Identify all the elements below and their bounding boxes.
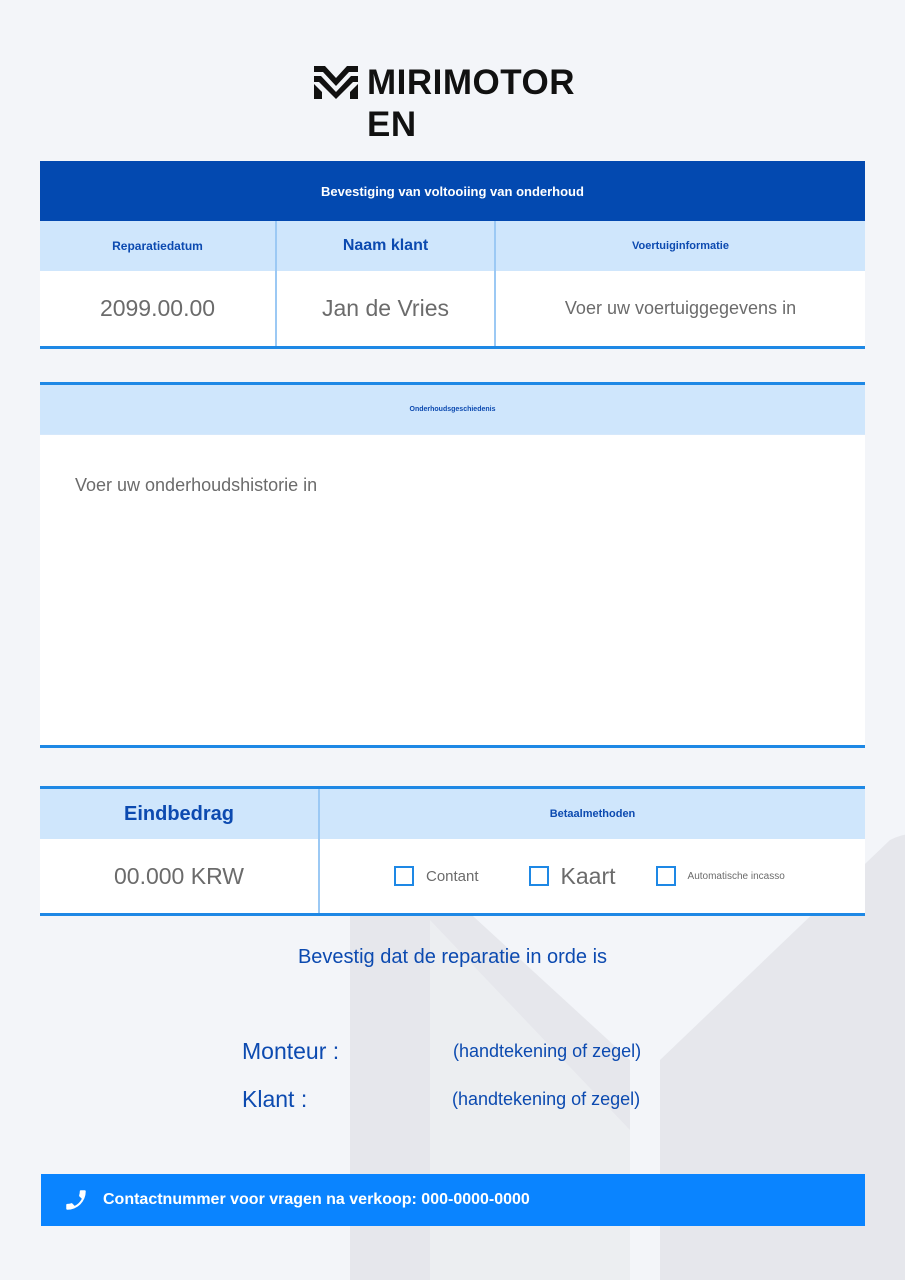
vehicle-info-header: Voertuiginformatie	[496, 221, 865, 271]
checkbox-cash[interactable]	[394, 866, 414, 886]
payment-methods	[320, 839, 865, 913]
repair-date-field[interactable]: 2099.00.00	[40, 271, 277, 346]
payment-option-direct-debit[interactable]	[656, 866, 785, 886]
brand-name: MIRIMOTOREN	[367, 63, 576, 144]
payment-section	[40, 786, 865, 915]
divider	[40, 745, 865, 748]
divider	[40, 913, 865, 916]
checkbox-direct-debit[interactable]	[656, 866, 676, 886]
summary-table	[40, 161, 865, 349]
customer-name-header: Naam klant	[277, 221, 496, 271]
payment-option-card[interactable]	[529, 863, 616, 890]
phone-icon	[63, 1187, 89, 1213]
payment-option-label: Kaart	[560, 862, 616, 889]
repair-date-header: Reparatiedatum	[40, 221, 277, 271]
customer-signature-field[interactable]: (handtekening of zegel)	[452, 1089, 641, 1109]
maintenance-history-field[interactable]: Voer uw onderhoudshistorie in	[75, 475, 318, 495]
document-title: Bevestiging van voltooiing van onderhoud	[40, 161, 865, 221]
payment-option-cash[interactable]	[394, 866, 479, 886]
payment-option-label: Contant	[426, 867, 479, 885]
total-amount-header: Eindbedrag	[40, 789, 320, 839]
payment-methods-header: Betaalmethoden	[320, 789, 865, 839]
total-amount-field[interactable]: 00.000 KRW	[40, 839, 320, 913]
customer-label: Klant :	[242, 1086, 308, 1112]
payment-option-label: Automatische incasso	[687, 870, 785, 882]
vehicle-info-field[interactable]: Voer uw voertuiggegevens in	[564, 298, 797, 318]
maintenance-history-section	[40, 382, 865, 748]
confirmation-text: Bevestig dat de reparatie in orde is	[297, 946, 608, 968]
contact-footer	[41, 1174, 865, 1226]
customer-name-field[interactable]: Jan de Vries	[277, 271, 496, 346]
brand-logo	[313, 62, 582, 146]
mechanic-label: Monteur :	[242, 1038, 340, 1064]
mirimotor-m-logo-icon	[313, 64, 359, 100]
contact-text: Contactnummer voor vragen na verkoop: 000-0000-0000	[103, 1191, 530, 1208]
checkbox-card[interactable]	[529, 866, 549, 886]
maintenance-history-header: Onderhoudsgeschiedenis	[40, 385, 865, 435]
mechanic-signature-field[interactable]: (handtekening of zegel)	[453, 1041, 642, 1061]
divider	[40, 346, 865, 349]
